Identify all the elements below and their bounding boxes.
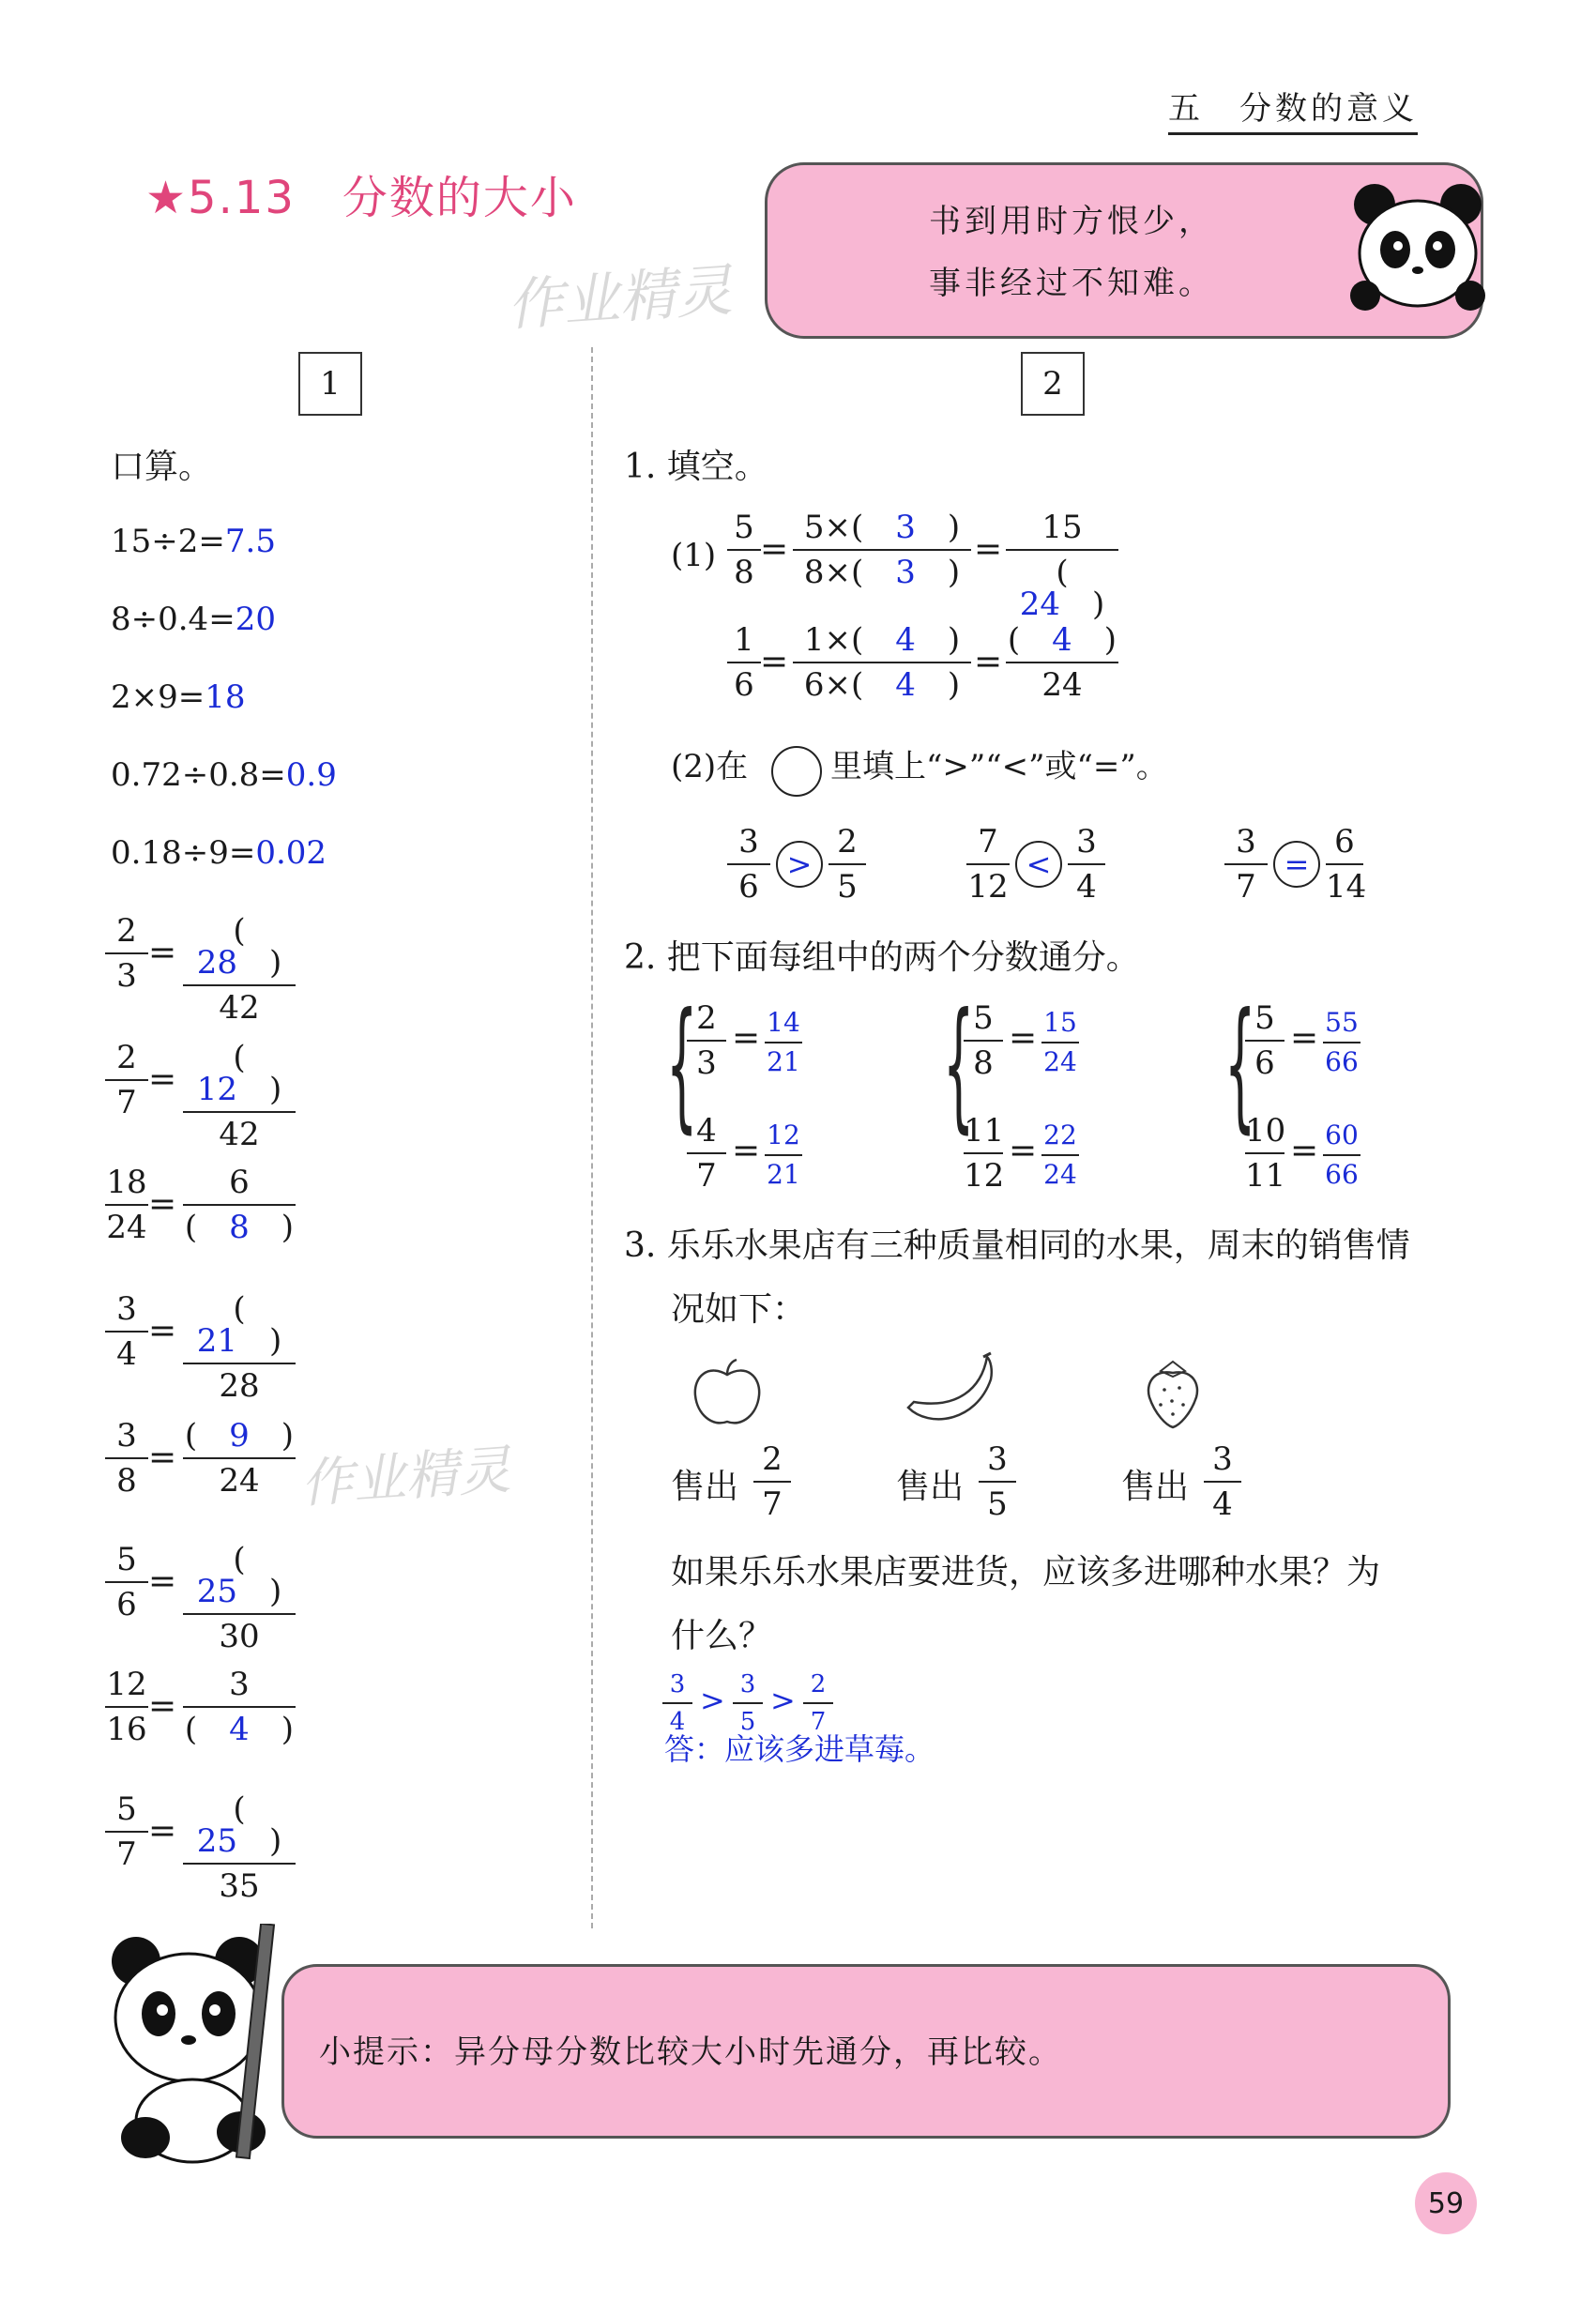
- fraction-left-denominator: 8: [105, 1457, 148, 1497]
- q2-answer-denominator: 66: [1323, 1042, 1360, 1075]
- fraction-right: [183, 1164, 296, 1246]
- fraction-right-denominator: ( 4 ): [183, 1706, 296, 1745]
- q1-title: 1. 填空。: [624, 448, 768, 486]
- fruit-sold-fraction-denominator: 4: [1204, 1481, 1241, 1520]
- calc-question: 2×9=: [111, 678, 205, 716]
- fraction-right: [183, 1417, 296, 1500]
- eq-mult-bottom-base: 8: [803, 554, 825, 591]
- blank-answer: 4: [229, 1711, 250, 1748]
- fruit-sold-fraction-denominator: 7: [753, 1481, 791, 1520]
- equals-sign: =: [148, 934, 177, 972]
- calc-answer: 0.9: [285, 756, 337, 794]
- section-1-label: 1: [298, 352, 362, 416]
- section-2-label: 2: [1021, 352, 1085, 416]
- fraction-right-denominator: 28: [183, 1363, 296, 1402]
- eq-fraction-denominator: 6: [727, 662, 761, 701]
- compare-left: [966, 823, 1010, 906]
- calc-question: 0.72÷0.8=: [111, 756, 286, 794]
- fraction-right-denominator: 24: [183, 1457, 296, 1497]
- q2-fraction-denominator: 3: [687, 1040, 726, 1079]
- fraction-right-denominator: 42: [183, 984, 296, 1024]
- panda-with-pen-icon: [99, 1924, 305, 2168]
- fraction-right-denominator: 30: [183, 1613, 296, 1652]
- equals-sign: =: [148, 1562, 177, 1601]
- q2-answer-numerator: 15: [1043, 1007, 1077, 1038]
- watermark: 作业精灵: [505, 257, 735, 340]
- q2-answer: [1041, 1119, 1079, 1190]
- fruit-sold-fraction: [979, 1440, 1016, 1523]
- q2-answer: [1041, 1007, 1079, 1077]
- fraction-right-numerator: ( 9 ): [184, 1417, 295, 1454]
- fraction-right-numerator: ( 12 ): [196, 1039, 282, 1108]
- calc-question: 15÷2=: [111, 523, 225, 560]
- fraction-left: [105, 1039, 148, 1121]
- equals-sign: =: [1009, 1019, 1038, 1058]
- eq-multiply-top: 1×( 4 ): [803, 621, 961, 659]
- q3-ask-line-2: 什么？: [671, 1617, 773, 1655]
- blank-answer: 12: [196, 1071, 237, 1108]
- fraction-left: [105, 1541, 148, 1623]
- fraction-left: [105, 1417, 148, 1500]
- fraction-left-numerator: 18: [106, 1164, 147, 1201]
- eq-mult-top-base: 1: [803, 621, 825, 659]
- order-fraction-numerator: 3: [739, 1670, 756, 1698]
- q2-answer-denominator: 24: [1041, 1154, 1079, 1188]
- blank-answer: 25: [196, 1573, 237, 1610]
- compare-right-denominator: 14: [1326, 863, 1363, 903]
- calc-question: 0.18÷9=: [111, 834, 256, 872]
- compare-right-numerator: 2: [837, 823, 858, 861]
- fruit-sold-fraction-denominator: 5: [979, 1481, 1016, 1520]
- calc-answer: 0.02: [255, 834, 327, 872]
- q2-fraction-numerator: 2: [696, 999, 717, 1037]
- fraction-left-numerator: 2: [116, 1039, 137, 1076]
- compare-left: [727, 823, 770, 906]
- q2-fraction-numerator: 5: [1254, 999, 1275, 1037]
- eq-result-numerator: ( 4 ): [1007, 621, 1117, 659]
- calc-row: [111, 756, 337, 794]
- compare-right: [1326, 823, 1367, 906]
- fraction-left-numerator: 5: [116, 1790, 137, 1828]
- equals-sign: =: [148, 1185, 177, 1224]
- fruit-sold-label: 售出: [1121, 1468, 1190, 1506]
- q2-answer-denominator: 21: [765, 1154, 802, 1188]
- banana-icon: [901, 1351, 1004, 1431]
- q2-answer-denominator: 24: [1041, 1042, 1079, 1075]
- blank-answer: 24: [1019, 586, 1060, 623]
- equals-sign: =: [148, 1312, 177, 1350]
- eq-mult-top-factor: 4: [895, 621, 916, 659]
- fraction-right-numerator: ( 28 ): [196, 912, 282, 982]
- blank-answer: 8: [229, 1209, 250, 1246]
- eq-fraction: [727, 621, 761, 704]
- compare-left: [1224, 823, 1268, 906]
- q2-answer-numerator: 22: [1043, 1119, 1077, 1150]
- fraction-left-denominator: 16: [105, 1706, 148, 1745]
- fruit-sold-fraction: [1204, 1440, 1241, 1523]
- eq-fraction-denominator: 8: [727, 549, 761, 588]
- q2-title: 2. 把下面每组中的两个分数通分。: [624, 938, 1140, 977]
- eq-result-denominator: ( 24 ): [1006, 549, 1118, 620]
- fraction-left: [105, 912, 148, 995]
- fraction-right-denominator: ( 8 ): [183, 1204, 296, 1243]
- order-fraction: [662, 1672, 692, 1734]
- q2-answer-numerator: 14: [767, 1007, 800, 1038]
- order-fraction-numerator: 2: [810, 1670, 827, 1698]
- q2-fraction: [964, 999, 1003, 1082]
- q2-fraction-denominator: 8: [964, 1040, 1003, 1079]
- eq-mult-bottom-factor: 3: [895, 554, 916, 591]
- eq-mult-bottom-factor: 4: [895, 666, 916, 704]
- fraction-right: [183, 1666, 296, 1748]
- compare-left-numerator: 7: [978, 823, 998, 861]
- blank-answer: 9: [229, 1417, 250, 1454]
- fraction-right: [183, 1290, 296, 1405]
- equals-sign: =: [974, 643, 1003, 681]
- q2-fraction-numerator: 11: [964, 1112, 1005, 1150]
- fraction-right-numerator: ( 21 ): [196, 1290, 282, 1360]
- order-fraction-denominator: 7: [803, 1702, 833, 1734]
- q2-fraction: [1245, 999, 1284, 1082]
- fraction-left: [105, 1290, 148, 1373]
- q2-answer: [1323, 1119, 1360, 1190]
- equals-sign: =: [760, 530, 789, 569]
- q2-fraction: [1245, 1112, 1286, 1195]
- brace-icon: {: [666, 983, 698, 1147]
- order-fraction: [733, 1672, 763, 1734]
- eq-multiply: [793, 621, 971, 704]
- compare-left-numerator: 3: [738, 823, 759, 861]
- panda-head-icon: [1346, 178, 1487, 319]
- fraction-left-numerator: 3: [116, 1417, 137, 1454]
- calc-question: 8÷0.4=: [111, 601, 236, 638]
- eq-fraction: [727, 509, 761, 591]
- brace-icon: {: [943, 983, 975, 1147]
- fraction-right: [183, 1039, 296, 1153]
- equals-sign: =: [1009, 1132, 1038, 1170]
- calc-answer: 18: [205, 678, 246, 716]
- eq-fraction-numerator: 1: [734, 621, 754, 659]
- q3-line-1: 3. 乐乐水果店有三种质量相同的水果，周末的销售情: [624, 1226, 1410, 1265]
- eq-mult-top-base: 5: [803, 509, 825, 546]
- fraction-left-denominator: 24: [105, 1204, 148, 1243]
- compare-left-numerator: 3: [1236, 823, 1256, 861]
- equals-sign: =: [732, 1132, 761, 1170]
- q2-fraction: [687, 1112, 726, 1195]
- compare-right-numerator: 6: [1334, 823, 1355, 861]
- greater-than-sign: >: [770, 1683, 796, 1718]
- calc-row: [111, 523, 276, 560]
- compare-right-denominator: 5: [828, 863, 866, 903]
- eq-result-numerator: 15: [1041, 509, 1083, 546]
- fraction-right-numerator: ( 25 ): [196, 1541, 282, 1610]
- eq-result-denominator: 24: [1006, 662, 1118, 701]
- fraction-left-numerator: 5: [116, 1541, 137, 1578]
- eq-multiply-bottom: 6×( 4 ): [793, 662, 971, 701]
- fruit-sold-fraction-numerator: 3: [987, 1440, 1008, 1478]
- fruit-sold-fraction: [753, 1440, 791, 1523]
- equals-sign: =: [1290, 1132, 1319, 1170]
- fraction-right-numerator: 3: [229, 1666, 250, 1703]
- equals-sign: =: [148, 1060, 177, 1099]
- q2-fraction-numerator: 10: [1245, 1112, 1286, 1150]
- q1-part2-text-b: 里填上“>”“<”或“=”。: [830, 748, 1168, 785]
- q2-answer: [765, 1007, 802, 1077]
- q1-part1-label: (1): [671, 537, 717, 574]
- compare-circle: =: [1273, 841, 1320, 888]
- eq-multiply-bottom: 8×( 3 ): [793, 549, 971, 588]
- watermark: 作业精灵: [298, 1439, 513, 1515]
- q2-fraction-denominator: 11: [1245, 1152, 1284, 1192]
- calc-answer: 7.5: [224, 523, 276, 560]
- compare-circle: <: [1015, 841, 1062, 888]
- fraction-left: [105, 1790, 148, 1873]
- section-1-instruction: 口算。: [111, 448, 213, 486]
- brace-icon: {: [1224, 983, 1256, 1147]
- eq-mult-top-factor: 3: [895, 509, 916, 546]
- tip-text: 小提示：异分母分数比较大小时先通分，再比较。: [319, 2033, 1062, 2071]
- q3-ask-line-1: 如果乐乐水果店要进货，应该多进哪种水果？为: [671, 1553, 1381, 1592]
- calc-row: [111, 601, 276, 638]
- fraction-right-denominator: 35: [183, 1863, 296, 1902]
- eq-result: [1006, 621, 1118, 704]
- fraction-left-denominator: 3: [105, 952, 148, 992]
- q2-answer-denominator: 21: [765, 1042, 802, 1075]
- order-fraction-denominator: 4: [662, 1702, 692, 1734]
- blank-answer: 21: [196, 1322, 237, 1360]
- fraction-right-denominator: 42: [183, 1111, 296, 1150]
- fraction-right: [183, 912, 296, 1027]
- fraction-left-numerator: 2: [116, 912, 137, 950]
- fruit-sold-fraction-numerator: 2: [762, 1440, 783, 1478]
- compare-circle: >: [776, 841, 823, 888]
- blank-answer: 25: [196, 1822, 237, 1860]
- fraction-left-denominator: 7: [105, 1079, 148, 1119]
- q2-answer: [765, 1119, 802, 1190]
- empty-circle-icon: [771, 746, 822, 797]
- eq-result: [1006, 509, 1118, 623]
- equals-sign: =: [148, 1439, 177, 1477]
- fruit-sold-label: 售出: [896, 1468, 965, 1506]
- compare-right: [1068, 823, 1105, 906]
- fraction-right-numerator: ( 25 ): [196, 1790, 282, 1860]
- fruit-sold-label: 售出: [671, 1468, 739, 1506]
- fraction-left: [105, 1666, 148, 1748]
- apple-icon: [690, 1356, 765, 1431]
- fraction-right: [183, 1541, 296, 1655]
- q2-fraction-numerator: 4: [696, 1112, 717, 1150]
- fraction-left-numerator: 3: [116, 1290, 137, 1328]
- q2-fraction-denominator: 7: [687, 1152, 726, 1192]
- page-number: 59: [1415, 2172, 1477, 2234]
- q2-answer-numerator: 55: [1325, 1007, 1359, 1038]
- fraction-right-numerator: 6: [229, 1164, 250, 1201]
- q3-line-2: 况如下：: [671, 1290, 807, 1329]
- q2-fraction: [964, 1112, 1005, 1195]
- q1-part2-text-a: (2)在: [671, 748, 749, 785]
- compare-left-denominator: 7: [1224, 863, 1268, 903]
- blank-answer: 28: [196, 944, 237, 982]
- fraction-left: [105, 1164, 148, 1246]
- page-title: ★5.13 分数的大小: [145, 172, 577, 224]
- compare-right: [828, 823, 866, 906]
- equals-sign: =: [974, 530, 1003, 569]
- equals-sign: =: [148, 1687, 177, 1726]
- compare-left-denominator: 6: [727, 863, 770, 903]
- fruit-sold-fraction-numerator: 3: [1212, 1440, 1233, 1478]
- compare-right-numerator: 3: [1076, 823, 1097, 861]
- eq-multiply-top: 5×( 3 ): [803, 509, 961, 546]
- fraction-left-denominator: 4: [105, 1331, 148, 1370]
- q2-fraction: [687, 999, 726, 1082]
- chapter-header: 五 分数的意义: [1168, 83, 1418, 135]
- equals-sign: =: [732, 1019, 761, 1058]
- q2-fraction-numerator: 5: [973, 999, 994, 1037]
- fraction-left-denominator: 6: [105, 1581, 148, 1621]
- fraction-right: [183, 1790, 296, 1905]
- calc-answer: 20: [235, 601, 276, 638]
- compare-left-denominator: 12: [966, 863, 1010, 903]
- blank-answer: 4: [1052, 621, 1072, 659]
- eq-fraction-numerator: 5: [734, 509, 754, 546]
- q2-answer: [1323, 1007, 1360, 1077]
- eq-multiply: [793, 509, 971, 591]
- q2-fraction-denominator: 12: [964, 1152, 1003, 1192]
- equals-sign: =: [148, 1812, 177, 1850]
- compare-right-denominator: 4: [1068, 863, 1105, 903]
- q3-answer: 答：应该多进草莓。: [664, 1731, 935, 1767]
- calc-row: [111, 678, 246, 716]
- q2-fraction-denominator: 6: [1245, 1040, 1284, 1079]
- motto-line-2: 事非经过不知难。: [929, 265, 1214, 302]
- strawberry-icon: [1140, 1356, 1206, 1431]
- calc-row: [111, 834, 327, 872]
- motto-line-1: 书到用时方恨少，: [929, 203, 1214, 240]
- equals-sign: =: [760, 643, 789, 681]
- q2-answer-denominator: 66: [1323, 1154, 1360, 1188]
- column-divider: [591, 347, 593, 1928]
- fraction-left-numerator: 12: [106, 1666, 147, 1703]
- q2-answer-numerator: 12: [767, 1119, 800, 1150]
- fraction-left-denominator: 7: [105, 1831, 148, 1870]
- greater-than-sign: >: [700, 1683, 725, 1718]
- equals-sign: =: [1290, 1019, 1319, 1058]
- order-fraction-denominator: 5: [733, 1702, 763, 1734]
- order-fraction: [803, 1672, 833, 1734]
- order-fraction-numerator: 3: [669, 1670, 686, 1698]
- q2-answer-numerator: 60: [1325, 1119, 1359, 1150]
- eq-mult-bottom-base: 6: [803, 666, 825, 704]
